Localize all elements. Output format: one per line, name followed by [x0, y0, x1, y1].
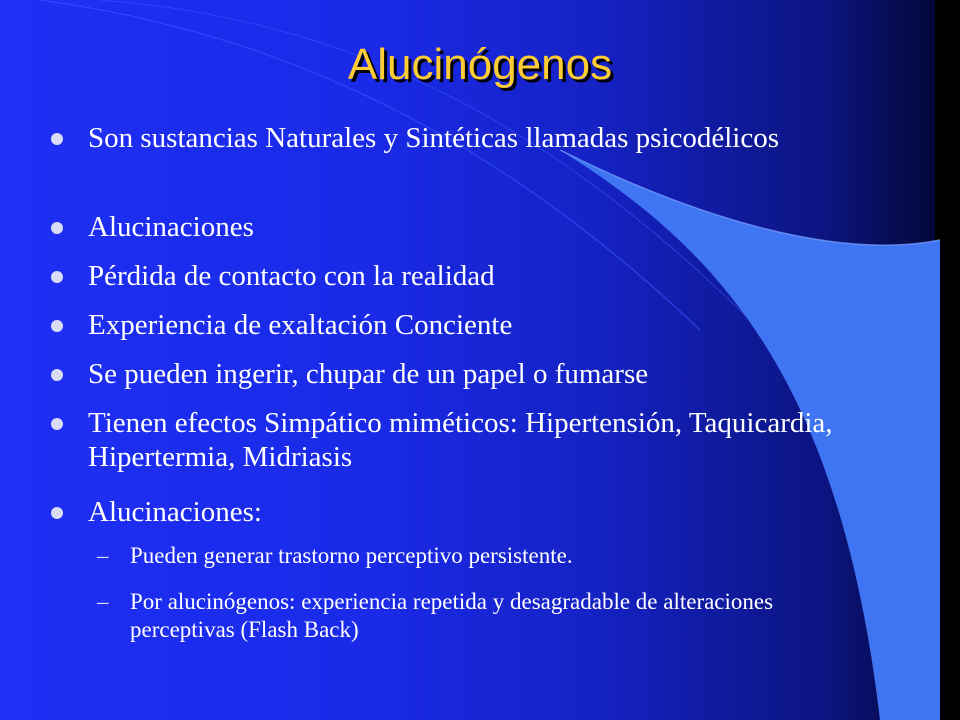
bullet-text: Alucinaciones: [88, 211, 254, 243]
bullet-item: [88, 308, 868, 342]
bullet-dot-icon: [51, 369, 63, 381]
bullet-text: Pérdida de contacto con la realidad: [88, 260, 495, 292]
bullet-dot-icon: [51, 507, 63, 519]
bullet-item: [88, 121, 868, 155]
bullet-dot-icon: [51, 418, 63, 430]
bullet-text: Experiencia de exaltación Conciente: [88, 309, 513, 341]
bullet-dot-icon: [51, 222, 63, 234]
bullet-text: Son sustancias Naturales y Sintéticas llamadas psicodélicos: [88, 122, 780, 154]
bullet-text: Se pueden ingerir, chupar de un papel o fumarse: [88, 358, 649, 390]
bullet-item: [88, 259, 868, 293]
dash-icon: –: [97, 543, 109, 568]
slide-title: Alucinógenos: [347, 40, 613, 89]
bullet-dot-icon: [51, 133, 63, 145]
bullet-item: [88, 495, 868, 529]
sub-bullet-text: Por alucinógenos: experiencia repetida y desagradable de alteraciones perceptivas (Flash Back): [130, 589, 774, 642]
bullet-item: [88, 406, 868, 474]
sub-bullet-item: [97, 542, 870, 570]
bullet-text: Tienen efectos Simpático miméticos: Hipertensión, Taquicardia, Hipertermia, Midriasis: [88, 407, 833, 473]
bullet-item: [88, 210, 868, 244]
bullet-dot-icon: [51, 320, 63, 332]
bullet-dot-icon: [51, 271, 63, 283]
sub-bullet-item: [97, 588, 870, 644]
bullet-item: [88, 357, 868, 391]
dash-icon: –: [97, 589, 109, 614]
sub-bullet-text: Pueden generar trastorno perceptivo persistente.: [130, 543, 573, 568]
bullet-text: Alucinaciones:: [88, 496, 262, 528]
